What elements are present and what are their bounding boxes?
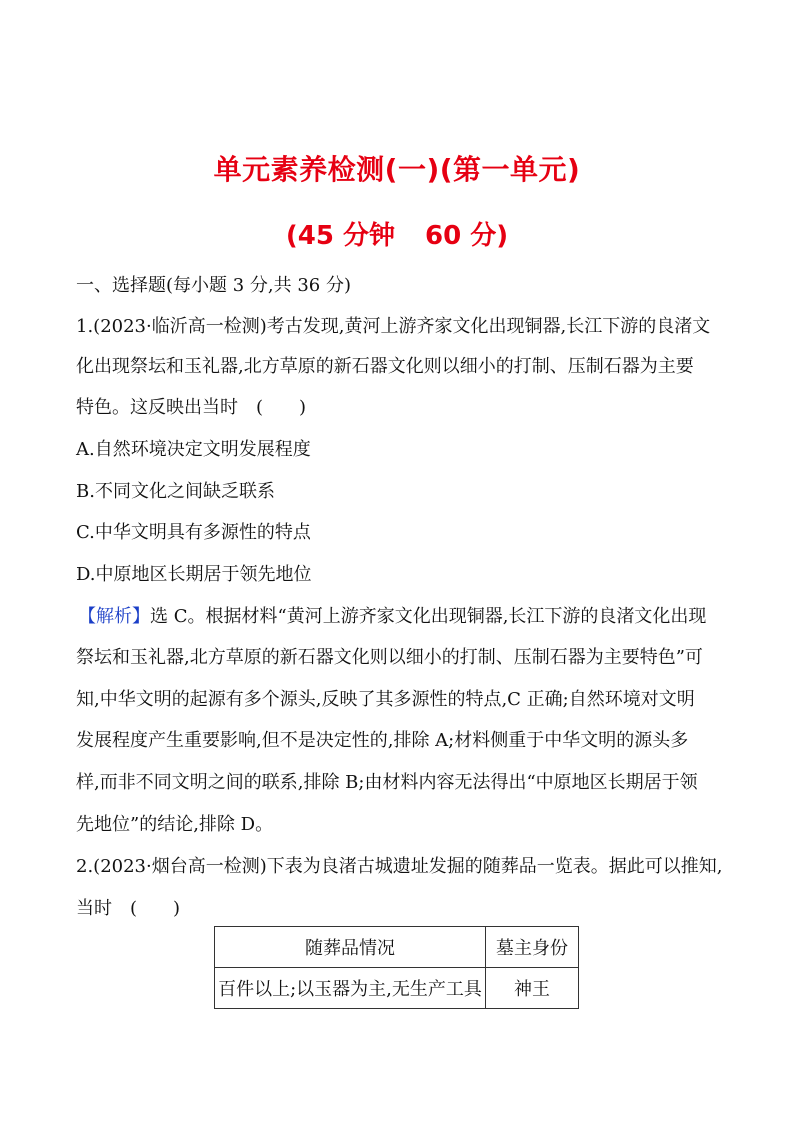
analysis-tag: 【解析】	[78, 606, 150, 627]
q1-analysis-line-1	[78, 605, 706, 629]
table-cell: 百件以上;以玉器为主,无生产工具	[215, 968, 486, 1009]
analysis-text: 选 C。根据材料“黄河上游齐家文化出现铜器,长江下游的良渚文化出现	[150, 606, 707, 627]
table-header-row	[215, 927, 579, 968]
q1-analysis-line-2: 祭坛和玉礼器,北方草原的新石器文化则以细小的打制、压制石器为主要特色”可	[76, 647, 703, 668]
q2-text-line-1: 2.(2023·烟台高一检测)下表为良渚古城遗址发掘的随葬品一览表。据此可以推知,	[76, 856, 723, 877]
table-cell: 神王	[486, 968, 579, 1009]
q1-text-line-1: 1.(2023·临沂高一检测)考古发现,黄河上游齐家文化出现铜器,长江下游的良渚文	[76, 316, 711, 337]
q1-analysis-line-3: 知,中华文明的起源有多个源头,反映了其多源性的特点,C 正确;自然环境对文明	[76, 689, 695, 710]
q1-text-line-3: 特色。这反映出当时 ( )	[76, 397, 307, 418]
table-row	[215, 968, 579, 1009]
q1-option-b: B.不同文化之间缺乏联系	[76, 481, 275, 502]
page-title: 单元素养检测(一)(第一单元)	[213, 153, 581, 186]
q2-text-line-2: 当时 ( )	[76, 898, 181, 919]
section-heading: 一、选择题(每小题 3 分,共 36 分)	[76, 275, 352, 296]
table-header-cell: 墓主身份	[486, 927, 579, 968]
q1-option-d: D.中原地区长期居于领先地位	[76, 564, 312, 585]
q1-analysis-line-6: 先地位”的结论,排除 D。	[76, 814, 274, 835]
q1-analysis-line-4: 发展程度产生重要影响,但不是决定性的,排除 A;材料侧重于中华文明的源头多	[76, 730, 689, 751]
page-subtitle	[0, 215, 794, 252]
total-score: 60 分)	[425, 221, 509, 251]
burial-goods-table	[214, 926, 579, 1009]
q1-option-a: A.自然环境决定文明发展程度	[76, 439, 311, 460]
q1-analysis-line-5: 样,而非不同文明之间的联系,排除 B;由材料内容无法得出“中原地区长期居于领	[76, 772, 698, 793]
q1-option-c: C.中华文明具有多源性的特点	[76, 522, 311, 543]
table-header-cell: 随葬品情况	[215, 927, 486, 968]
time-limit: (45 分钟	[285, 221, 395, 251]
q1-text-line-2: 化出现祭坛和玉礼器,北方草原的新石器文化则以细小的打制、压制石器为主要	[76, 356, 694, 377]
